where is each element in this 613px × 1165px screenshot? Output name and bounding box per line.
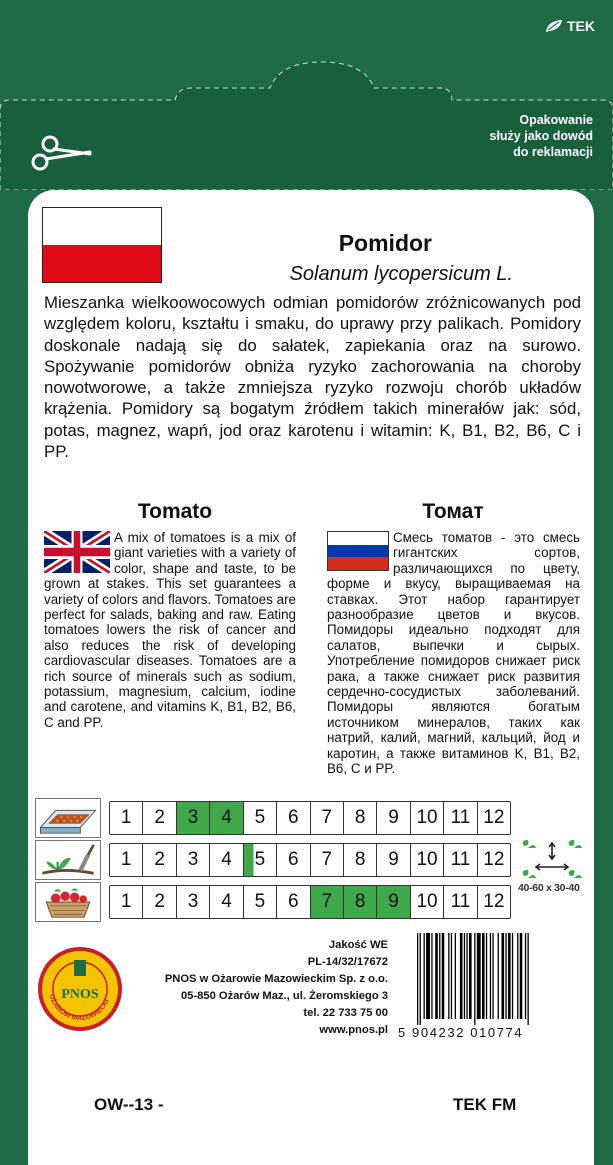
- barcode-bar: [442, 933, 445, 1019]
- latin-name: Solanum lycopersicum L.: [289, 263, 513, 285]
- barcode-bar: [431, 933, 432, 1019]
- calendar-month: 7: [311, 844, 344, 876]
- print-code: TEK FM: [453, 1095, 517, 1114]
- calendar-month: 1: [110, 886, 143, 918]
- barcode-bar: [505, 933, 506, 1019]
- calendar-month: 8: [344, 844, 377, 876]
- calendar-month: 5: [244, 844, 277, 876]
- barcode-bar: [451, 933, 452, 1019]
- calendar-month: 5: [244, 886, 277, 918]
- barcode-bar: [455, 933, 456, 1019]
- barcode-bar: [439, 933, 440, 1019]
- calendar-month: 6: [277, 802, 310, 834]
- barcode-bar: [486, 933, 487, 1019]
- barcode-bar: [520, 933, 523, 1019]
- calendar-month: 10: [411, 844, 444, 876]
- barcode-bar: [448, 933, 449, 1019]
- complaint-notice: Opakowanie służy jako dowód do reklamacji: [489, 113, 593, 159]
- tek-logo-text: TEK: [567, 18, 595, 34]
- calendar-row: [109, 885, 511, 919]
- calendar-month: 12: [483, 807, 505, 828]
- calendar-month: 12: [483, 891, 505, 912]
- calendar-month: 3: [177, 886, 210, 918]
- barcode-bar: [508, 933, 511, 1019]
- barcode-bar: [474, 933, 475, 1025]
- quality-mark: Jakość WE: [328, 939, 388, 951]
- barcode-bar: [528, 933, 529, 1025]
- description-en: A mix of tomatoes is a mix of giant varieties with a variety of color, shape and taste, to be grown at stakes. This set guarantees a variety of colors and flavors. Tomatoes are perfect for salads, baking and raw. Eating tomatoes lowers the risk of cancer and also reduces the risk of developing cardiovascular diseases. Tomatoes are a rich source of minerals such as sodium, potassium, magnesium, calcium, iodine and carotene, and vitamins K, B1, B2, B6, C and PP.: [44, 530, 296, 730]
- title-pl: Pomidor: [338, 230, 432, 256]
- barcode-bar: [466, 933, 467, 1019]
- calendar-month: 1: [110, 844, 143, 876]
- barcode-bar: [424, 933, 425, 1019]
- calendar-month: 7: [311, 802, 344, 834]
- package-code: OW--13 -: [94, 1095, 164, 1114]
- pnos-logo-ring-text: OŻARÓW MAZOWIECKI: [47, 993, 111, 1023]
- calendar-row: [109, 843, 511, 877]
- calendar-row: [109, 801, 511, 835]
- calendar-month: 10: [411, 802, 444, 834]
- producer-info: [150, 937, 388, 1039]
- calendar-month: 4: [210, 844, 243, 876]
- calendar-month: 6: [277, 844, 310, 876]
- transplant-icon: [35, 840, 101, 880]
- calendar-month: 7: [311, 886, 344, 918]
- barcode-bar: [512, 933, 513, 1019]
- description-pl: Mieszanka wielkoowocowych odmian pomidorów zróżnicowanych pod względem koloru, kształtu i smaku, do uprawy przy palikach. Pomidory doskonale nadają się do sałatek, zapiekania oraz na surowo. Spożywanie pomidorów obniża ryzyko zachorowania na choroby nowotworowe, a także zmniejsza ryzyko rozwoju chorób układów krążenia. Pomidory są bogatym źródłem takich minerałów jak: sód, potas, magnez, wapń, jod oraz karotenu i witamin: K, B1, B2, B6, C i PP.: [44, 293, 581, 462]
- producer-name: PNOS w Ożarowie Mazowieckim Sp. z o.o.: [164, 973, 388, 985]
- barcode-bar: [426, 933, 430, 1019]
- barcode-bar: [517, 933, 518, 1019]
- pnos-logo-initials: PNOS: [61, 987, 99, 1002]
- seedbed-icon: [35, 798, 101, 838]
- barcode-bar: [502, 933, 505, 1019]
- barcode-bar: [482, 933, 485, 1019]
- calendar-month: 2: [143, 802, 176, 834]
- calendar-month: 9: [377, 886, 410, 918]
- barcode-bar: [498, 933, 499, 1019]
- producer-code: PL-14/32/17672: [307, 956, 388, 968]
- leaf-icon: [545, 19, 563, 33]
- calendar-month: 2: [143, 886, 176, 918]
- barcode-bar: [492, 933, 493, 1019]
- calendar-month: 11: [444, 844, 477, 876]
- barcode: [415, 933, 585, 1025]
- calendar-month: 5: [244, 802, 277, 834]
- calendar-month: 3: [177, 802, 210, 834]
- barcode-number: 5 904232 010774: [398, 1025, 524, 1040]
- calendar-month: 12: [483, 849, 505, 870]
- calendar-month: 10: [411, 886, 444, 918]
- barcode-bar: [435, 933, 438, 1019]
- title-en: Tomato: [137, 500, 213, 523]
- barcode-bar: [490, 933, 491, 1019]
- calendar-month: 8: [344, 802, 377, 834]
- barcode-bar: [460, 933, 463, 1019]
- calendar-month: 8: [344, 886, 377, 918]
- producer-phone: tel. 22 733 75 00: [303, 1007, 388, 1019]
- calendar-month: 9: [377, 802, 410, 834]
- producer-website: www.pnos.pl: [319, 1024, 388, 1036]
- plant-spacing: 40-60 x 30-40: [518, 882, 580, 894]
- tek-logo: [545, 18, 595, 34]
- poland-flag: [42, 207, 162, 283]
- russia-flag: [327, 531, 389, 571]
- barcode-bar: [469, 933, 472, 1019]
- plant-spacing-icon: [518, 838, 586, 882]
- scissors-icon: [28, 132, 92, 176]
- calendar-month: 2: [143, 844, 176, 876]
- barcode-bar: [464, 933, 465, 1019]
- calendar-month: 4: [210, 886, 243, 918]
- calendar-month: 11: [444, 802, 477, 834]
- producer-address: 05-850 Ożarów Maz., ul. Żeromskiego 3: [180, 990, 388, 1002]
- calendar-month: 3: [177, 844, 210, 876]
- calendar-month: 1: [110, 802, 143, 834]
- harvest-icon: [35, 882, 101, 922]
- barcode-bar: [525, 933, 526, 1019]
- description-ru: Смесь томатов - это смесь гигантских сортов, различающихся по цвету, форме и вкусу, выращиваемая на ставках. Этот набор гарантирует разнообразие цветов и вкусов. Помидоры идеально подходят для салатов, выпечки и сырых. Употребление помидоров снижает риск рака, а также снижает риск развития сердечно-сосудистых заболеваний. Помидоры являются богатым источником минералов, таких как натрий, калий, магний, кальций, йод и каротин, а также витаминов K, B1, B2, B6, C и PP.: [327, 530, 580, 777]
- uk-flag: [44, 531, 110, 573]
- calendar-month: 11: [444, 886, 477, 918]
- calendar-month: 4: [210, 802, 243, 834]
- calendar-month: 6: [277, 886, 310, 918]
- calendar-month: 9: [377, 844, 410, 876]
- barcode-bar: [477, 933, 481, 1019]
- title-ru: Томат: [422, 500, 484, 523]
- barcode-bar: [420, 933, 421, 1025]
- pnos-logo: [37, 946, 123, 1032]
- barcode-bar: [417, 933, 418, 1025]
